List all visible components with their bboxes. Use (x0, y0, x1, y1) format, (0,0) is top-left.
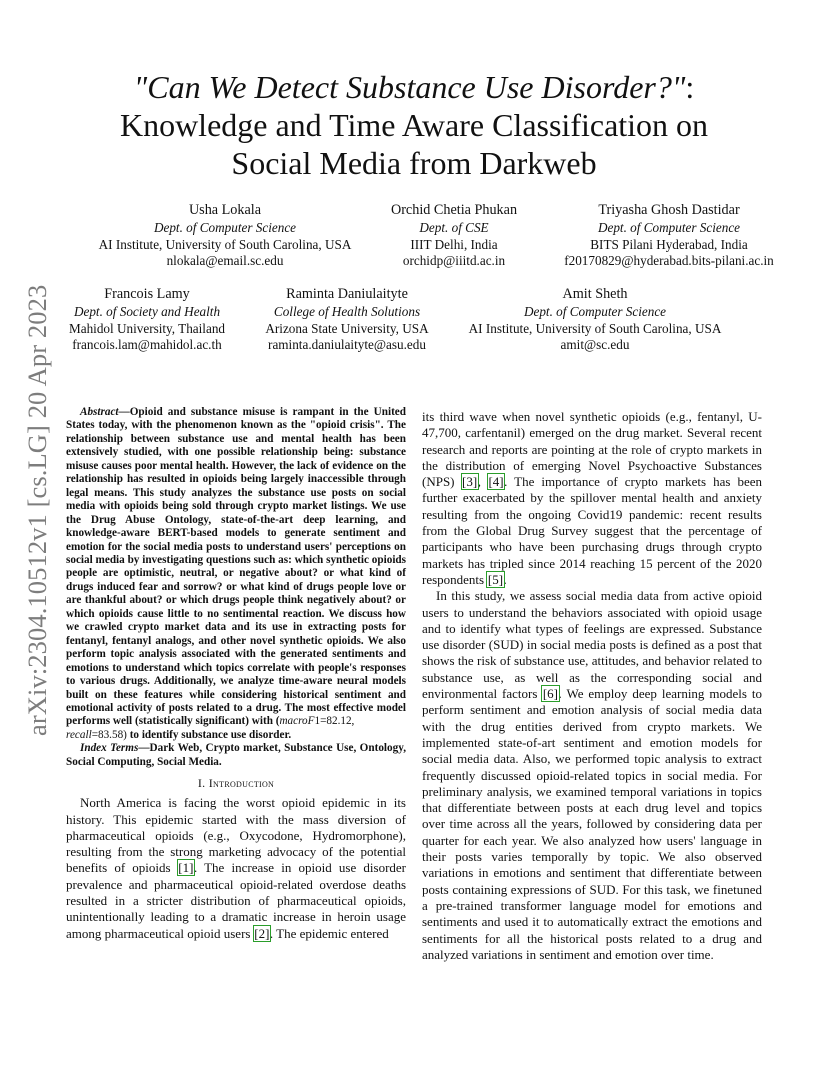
math-recall: recall (66, 728, 92, 741)
body-paragraph (422, 588, 762, 963)
intro-paragraph (66, 795, 406, 942)
citation-link[interactable]: [1] (178, 860, 194, 876)
author-inst: BITS Pilani Hyderabad, India (590, 236, 748, 252)
math-macrof: macroF (279, 715, 315, 728)
intro-text-3: . The epidemic entered (269, 925, 389, 941)
author-dept: Dept. of CSE (419, 220, 489, 235)
body-paragraph (422, 409, 762, 588)
author-name: Triyasha Ghosh Dastidar (598, 202, 740, 218)
section-title: Introduction (208, 776, 275, 791)
title-line-2: Knowledge and Time Aware Classification on (119, 107, 709, 143)
author-inst: Mahidol University, Thailand (68, 320, 226, 336)
abstract (66, 406, 406, 742)
citation-link[interactable]: [4] (488, 474, 504, 490)
title-line-3: Social Media from Darkweb (231, 145, 597, 181)
author-name: Orchid Chetia Phukan (390, 202, 518, 218)
author-email[interactable]: raminta.daniulaityte@asu.edu (268, 337, 426, 353)
body-text-2: . The importance of crypto markets has been further exacerbated by the spillover mental health and anxiety resulting from the ongoing Covid19 pandemic: recent results from the Global Drug Survey suggest that the percentage of participants who have been purchasing drugs through crypto markets has tripled since 2014 reaching 15 percent of the 2020 respondents (422, 474, 762, 587)
paper-title (60, 68, 768, 182)
author-name: Amit Sheth (562, 286, 628, 302)
citation-link[interactable]: [6] (542, 686, 559, 702)
author-name: Usha Lokala (188, 202, 262, 218)
title-colon: : (685, 69, 695, 105)
author-inst: AI Institute, University of South Carolina, USA (468, 320, 722, 336)
author-inst: Arizona State University, USA (265, 320, 429, 336)
body-text-5: . We employ deep learning models to perform sentiment and emotion analysis of social media data with the drug entities derived from crypto markets. We implemented state-of-art sentiment and emotion models for social media data. Also, we performed topic analysis to extract frequently discussed opioid-related topics in social media. For preliminary analysis, we examined temporal variations in topics that differentiate between posts at each drug level and topics over time across all the years, followed by considering data per quarter for each year. We also analyzed how users' language in their posts varies temporally by topic. We also observed variations in emotions and sentiment that differentiate between posts containing expressions of SUD. For this task, we finetuned a pre-trained transformer language model for emotions and sentiments and used it to automatically extract the emotions and sentiments for all the historical posts related to a drug and analyzed variations in sentiment and emotion over time. (422, 686, 762, 962)
author-inst: AI Institute, University of South Carolina, USA (98, 236, 352, 252)
math-eq2: =83.58) (91, 728, 127, 741)
citation-link[interactable]: [3] (462, 474, 478, 490)
abstract-end: to identify substance use disorder. (126, 728, 292, 741)
author-inst: IIIT Delhi, India (410, 236, 498, 252)
right-column (422, 409, 762, 963)
author-block (374, 202, 534, 270)
index-terms (66, 742, 406, 769)
citation-sep: , (477, 474, 488, 490)
title-line-1: "Can We Detect Substance Use Disorder?" (133, 69, 686, 105)
author-block (455, 286, 735, 354)
intro-text-2: . The increase in opioid use disorder prevalence and pharmaceutical opioid-related overdose deaths resulted in a stricter distribution of pharmaceutical opioids, unintentionally leading to a dramatic increase in heroin usage among pharmaceutical opioid users (66, 860, 406, 941)
abstract-text: Opioid and substance misuse is rampant in the United States today, with the phenomenon known as the "opioid crisis". The relationship between substance use and mental health has been extensively studied, with one possible relationship being: substance misuse causes poor mental health. However, the lack of evidence on the relationship has resulted in opioids being largely inaccessible through legal means. This study analyzes the substance use posts on social media with opioids being sold through crypto market listings. We use the Drug Abuse Ontology, state-of-the-art deep learning, and knowledge-aware BERT-based models to generate sentiment and emotion for the social media posts to understand users' perceptions on social media by investigating questions such as: which synthetic opioids people are optimistic, neutral, or negative about? or what kind of drugs induced fear and sorrow? or what kind of drugs people love or are thankful about? or which drugs people think negatively about? or which opioids cause little to no sentimental reaction. We discuss how we crawled crypto market data and its use in extracting posts for fentanyl, fentanyl analogs, and other novel synthetic opioids. We also perform topic analysis associated with the generated sentiments and emotions to understand which topics correlate with people's responses to various drugs. Additionally, we analyze time-aware neural models built on these features while considering historical sentiment and emotional activity of posts related to a drug. The most effective model performs well (statistically significant) with ( (66, 406, 406, 728)
index-terms-text: —Dark Web, Crypto market, Substance Use, Ontology, Social Computing, Social Media. (66, 742, 406, 768)
author-name: Francois Lamy (104, 286, 190, 302)
author-dept: Dept. of Computer Science (597, 220, 741, 235)
author-email[interactable]: nlokala@email.sc.edu (166, 253, 284, 269)
body-text-3: . (503, 571, 507, 587)
author-dept: Dept. of Society and Health (73, 304, 221, 319)
arxiv-identifier: arXiv:2304.10512v1 [cs.LG] 20 Apr 2023 (22, 284, 52, 736)
abstract-label: Abstract (80, 406, 119, 418)
citation-link[interactable]: [2] (254, 925, 270, 941)
intro-text-1: North America is facing the worst opioid epidemic in its history. This epidemic started with the mass diversion of pharmaceutical opioids (e.g., Oxycodone, Hydromorphone), resulting from the strong marketing advocacy of the potential benefits of opioids (66, 795, 406, 876)
section-heading (66, 775, 406, 791)
author-dept: Dept. of Computer Science (523, 304, 667, 319)
index-terms-label: Index Terms (80, 742, 139, 755)
math-sub: 1 (314, 715, 321, 728)
abstract-dash: — (118, 406, 130, 418)
body-text-4: In this study, we assess social media data from active opioid users to understand the behaviors associated with opioid usage and to identify what types of feelings are expressed. Substance use disorder (SUD) in social media posts is defined as a post that shows the risk of substance use, attitudes, and behavior related to substance use, as well as the corresponding social and environmental factors (422, 588, 762, 702)
author-block (58, 286, 236, 354)
author-name: Raminta Daniulaityte (286, 286, 408, 302)
body-text-1: its third wave when novel synthetic opioids (e.g., fentanyl, U-47,700, carfentanil) emerged on the drug market. Several recent research and reports are pointing at the role of crypto markets in the distribution of emerging Novel Psychoactive Substances (NPS) (422, 409, 762, 490)
author-email[interactable]: orchidp@iiitd.ac.in (402, 253, 506, 269)
author-dept: College of Health Solutions (273, 304, 421, 319)
author-email[interactable]: francois.lam@mahidol.ac.th (72, 337, 222, 353)
author-block (250, 286, 444, 354)
author-dept: Dept. of Computer Science (153, 220, 297, 235)
citation-link[interactable]: [5] (487, 571, 504, 587)
section-number: I. (197, 776, 206, 791)
author-email[interactable]: f20170829@hyderabad.bits-pilani.ac.in (564, 253, 774, 269)
author-block (540, 202, 798, 270)
left-column (66, 406, 406, 942)
author-email[interactable]: amit@sc.edu (560, 337, 630, 353)
author-block (80, 202, 370, 270)
math-eq1: =82.12, (320, 715, 355, 728)
